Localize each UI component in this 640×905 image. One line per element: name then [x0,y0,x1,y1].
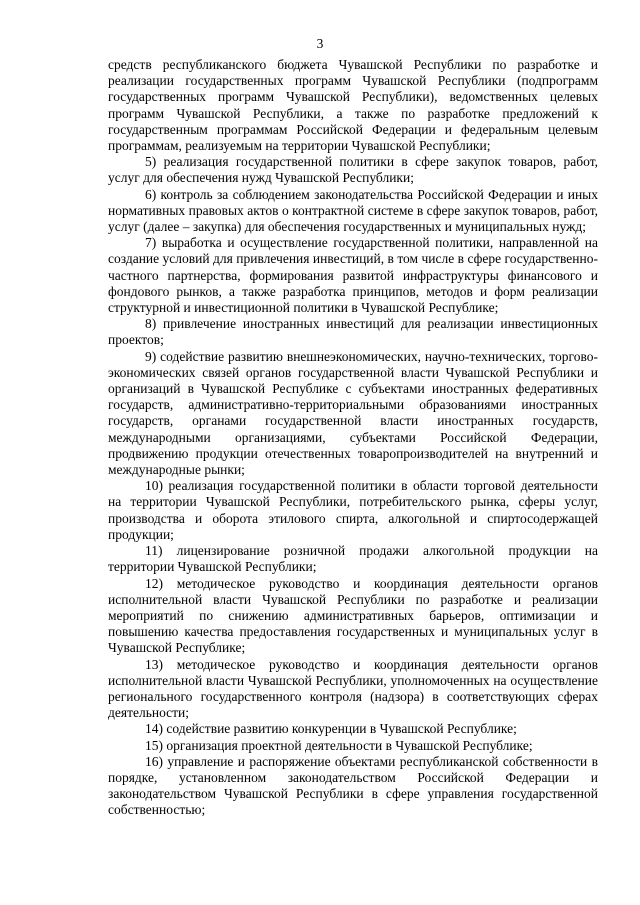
list-item-14: 14) содействие развитию конкуренции в Чувашской Республике; [145,721,517,737]
list-item-9: 9) содействие развитию внешнеэкономических, научно-технических, торгово-экономических связей органов государственной власти Чувашской Республики и организаций в Чувашской Республике с субъектами иностранных федеративных государств, административно-территориальными образованиями иностранных государств, органами государственной власти иностранных государств, международными организациями, субъектами Российской Федерации, продвижению продукции отечественных товаропроизводителей на внутренний и международные рынки; [108,348,598,478]
list-item-12: 12) методическое руководство и координация деятельности органов исполнительной власти Чувашской Республики по разработке и реализации мероприятий по снижению административных барьеров, оптимизации и повышению качества предоставления государственных и муниципальных услуг в Чувашской Республике; [108,575,598,656]
list-item-16: 16) управление и распоряжение объектами республиканской собственности в порядке, установленном законодательством Российской Федерации и законодательством Чувашской Республики в сфере управления государственной собственностью; [108,753,598,818]
page-number: 3 [316,36,324,51]
list-item-11: 11) лицензирование розничной продажи алкогольной продукции на территории Чувашской Республики; [108,543,598,575]
list-item-7: 7) выработка и осуществление государственной политики, направленной на создание условий для привлечения инвестиций, в том числе в сфере государственно-частного партнерства, формирования развитой инфраструктуры финансового и фондового рынков, а также разработка принципов, методов и форм реализации структурной и инвестиционной политики в Чувашской Республике; [108,235,598,316]
list-item-15: 15) организация проектной деятельности в Чувашской Республике; [145,737,533,753]
list-item-8: 8) привлечение иностранных инвестиций для реализации инвестиционных проектов; [108,316,598,348]
list-item-6: 6) контроль за соблюдением законодательства Российской Федерации и иных нормативных правовых актов о контрактной системе в сфере закупок товаров, работ, услуг (далее – закупка) для обеспечения государственных и муниципальных нужд; [108,186,598,235]
list-item-5: 5) реализация государственной политики в сфере закупок товаров, работ, услуг для обеспечения нужд Чувашской Республики; [108,154,598,186]
list-item-10: 10) реализация государственной политики в области торговой деятельности на территории Чувашской Республики, потребительского рынка, сферы услуг, производства и оборота этилового спирта, алкогольной и спиртосодержащей продукции; [108,478,598,542]
document-body [108,57,598,819]
paragraph-continuation: средств республиканского бюджета Чувашской Республики по разработке и реализации государственных программ Чувашской Республики (подпрограмм государственных программ Чувашской Республики), ведомственных целевых программ Чувашской Республики, а также по разработке предложений к государственным программам Российской Федерации и федеральным целевым программам, реализуемым на территории Чувашской Республики; [108,57,598,154]
list-item-13: 13) методическое руководство и координация деятельности органов исполнительной власти Чувашской Республики, уполномоченных на осуществление регионального государственного контроля (надзора) в соответствующих сферах деятельности; [108,656,598,721]
